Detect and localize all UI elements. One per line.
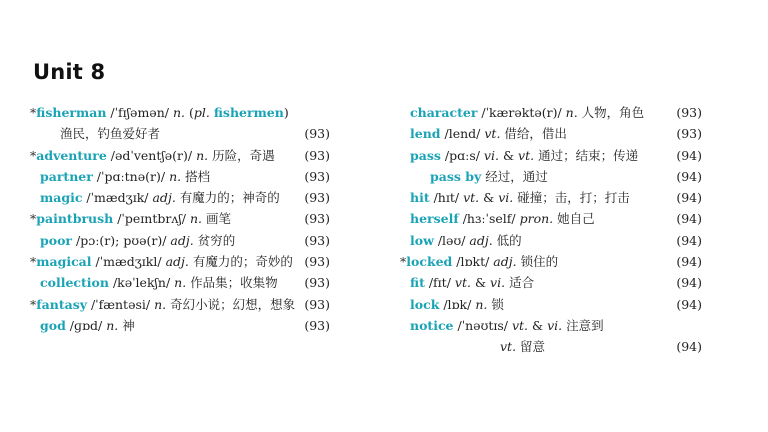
page-number: (94)	[676, 254, 702, 270]
headword: character	[410, 105, 478, 120]
definition: /ˈfæntəsi/ n. 奇幻小说；幻想，想象	[87, 296, 296, 312]
vocab-entry	[30, 102, 330, 123]
definition: /ˈmædʒɪk/ adj. 有魔力的；神奇的	[82, 190, 280, 206]
definition: 渔民，钓鱼爱好者	[60, 126, 161, 142]
page-number: (94)	[676, 339, 702, 355]
star-marker: *	[400, 254, 407, 270]
entry-text	[30, 145, 275, 166]
vocab-entry	[400, 336, 702, 357]
headword: pass	[410, 147, 441, 163]
page-number: (93)	[304, 254, 330, 270]
entry-text	[410, 102, 644, 123]
page-number: (93)	[676, 126, 702, 142]
vocab-entry	[400, 102, 702, 123]
definition: vt. 留意	[500, 339, 546, 355]
star-marker: *	[30, 211, 37, 227]
definition: /ˈfɪʃəmən/ n. (pl.	[106, 105, 210, 120]
page-number: (93)	[304, 275, 330, 291]
entry-text	[410, 123, 567, 144]
vocab-entry	[30, 294, 330, 315]
vocab-entry	[30, 145, 330, 166]
definition: 经过，通过	[481, 168, 548, 184]
page-number: (93)	[304, 168, 330, 184]
entry-text	[30, 102, 289, 123]
page-number: (94)	[676, 275, 702, 291]
page-number: (94)	[676, 211, 702, 227]
page-number: (94)	[676, 168, 702, 184]
star-marker: *	[30, 296, 37, 312]
definition: /pɑːs/ vi. & vt. 通过；结束；传递	[440, 147, 639, 163]
headword: magic	[40, 190, 83, 206]
entry-text	[430, 166, 548, 187]
vocab-entry	[30, 208, 330, 229]
headword: herself	[410, 211, 459, 227]
entry-text	[40, 272, 278, 293]
vocab-entry	[400, 145, 702, 166]
entry-text	[400, 251, 558, 272]
headword: partner	[40, 168, 93, 184]
headword: god	[40, 317, 66, 333]
left-vocab-column	[30, 102, 330, 336]
headword: paintbrush	[36, 211, 114, 227]
page-number: (93)	[304, 232, 330, 248]
page-number: (94)	[676, 147, 702, 163]
definition: /ˈpeɪntbrʌʃ/ n. 画笔	[113, 211, 231, 227]
vocab-entry	[400, 208, 702, 229]
headword: fantasy	[36, 296, 87, 312]
definition: /ˈnəʊtɪs/ vt. & vi. 注意到	[453, 317, 604, 333]
definition: /ˈmædʒɪkl/ adj. 有魔力的；奇妙的	[91, 254, 293, 270]
star-marker: *	[30, 105, 37, 120]
vocab-entry	[400, 315, 702, 336]
entry-text	[40, 315, 135, 336]
vocab-entry	[400, 123, 702, 144]
entry-text	[500, 336, 545, 357]
definition: /pɔː(r); pʊə(r)/ adj. 贫穷的	[72, 232, 236, 248]
entry-text	[410, 272, 534, 293]
vocab-entry	[400, 294, 702, 315]
entry-text	[410, 187, 630, 208]
definition: /kəˈlekʃn/ n. 作品集；收集物	[108, 275, 278, 291]
headword: locked	[406, 254, 453, 270]
page-number: (93)	[304, 211, 330, 227]
vocab-entry	[30, 251, 330, 272]
page-number: (94)	[676, 296, 702, 312]
definition: /hɜːˈself/ pron. 她自己	[458, 211, 595, 227]
entry-text	[30, 251, 293, 272]
page-number: (93)	[304, 126, 330, 142]
plural-form: fishermen	[213, 105, 284, 120]
headword: fisherman	[36, 105, 107, 120]
definition: /ədˈventʃə(r)/ n. 历险，奇遇	[106, 147, 275, 163]
page-number: (93)	[304, 190, 330, 206]
definition: /ləʊ/ adj. 低的	[433, 232, 522, 248]
entry-text	[410, 315, 604, 336]
headword: pass by	[430, 168, 482, 184]
entry-text	[30, 208, 231, 229]
page-number: (94)	[676, 232, 702, 248]
vocab-entry	[400, 166, 702, 187]
definition: /lend/ vt. 借给，借出	[440, 126, 567, 142]
page-number: (94)	[676, 190, 702, 206]
vocab-entry	[30, 315, 330, 336]
definition: /hɪt/ vt. & vi. 碰撞；击，打；打击	[429, 190, 630, 206]
vocab-entry	[30, 187, 330, 208]
entry-text	[410, 145, 638, 166]
headword: lend	[410, 126, 441, 142]
definition: /fɪt/ vt. & vi. 适合	[424, 275, 535, 291]
headword: magical	[36, 254, 92, 270]
definition: /ɡɒd/ n. 神	[65, 317, 135, 333]
closing-paren: )	[283, 105, 289, 120]
headword: fit	[410, 275, 425, 291]
page-number: (93)	[304, 317, 330, 333]
headword: lock	[410, 296, 440, 312]
vocab-entry	[400, 187, 702, 208]
vocab-entry	[30, 230, 330, 251]
entry-text	[40, 187, 280, 208]
right-vocab-column	[400, 102, 702, 358]
headword: adventure	[36, 147, 107, 163]
entry-text	[40, 166, 210, 187]
definition: /lɒk/ n. 锁	[439, 296, 504, 312]
page-number: (93)	[304, 147, 330, 163]
definition: /lɒkt/ adj. 锁住的	[452, 254, 559, 270]
headword: poor	[40, 232, 73, 248]
vocab-entry	[400, 251, 702, 272]
headword: notice	[410, 317, 454, 333]
star-marker: *	[30, 147, 37, 163]
unit-title: Unit 8	[33, 60, 106, 84]
entry-text	[410, 208, 595, 229]
vocab-entry	[30, 166, 330, 187]
entry-text	[410, 230, 522, 251]
star-marker: *	[30, 254, 37, 270]
vocab-entry	[30, 272, 330, 293]
entry-text	[30, 294, 295, 315]
vocab-entry	[400, 230, 702, 251]
definition: /ˈkærəktə(r)/ n. 人物，角色	[477, 105, 645, 120]
entry-text	[40, 230, 235, 251]
headword: collection	[40, 275, 109, 291]
page-number: (93)	[304, 296, 330, 312]
vocab-entry	[30, 123, 330, 144]
headword: low	[410, 232, 434, 248]
page-number: (93)	[676, 105, 702, 120]
entry-text	[60, 123, 160, 144]
entry-text	[410, 294, 504, 315]
definition: /ˈpɑːtnə(r)/ n. 搭档	[92, 168, 211, 184]
vocab-entry	[400, 272, 702, 293]
headword: hit	[410, 190, 430, 206]
